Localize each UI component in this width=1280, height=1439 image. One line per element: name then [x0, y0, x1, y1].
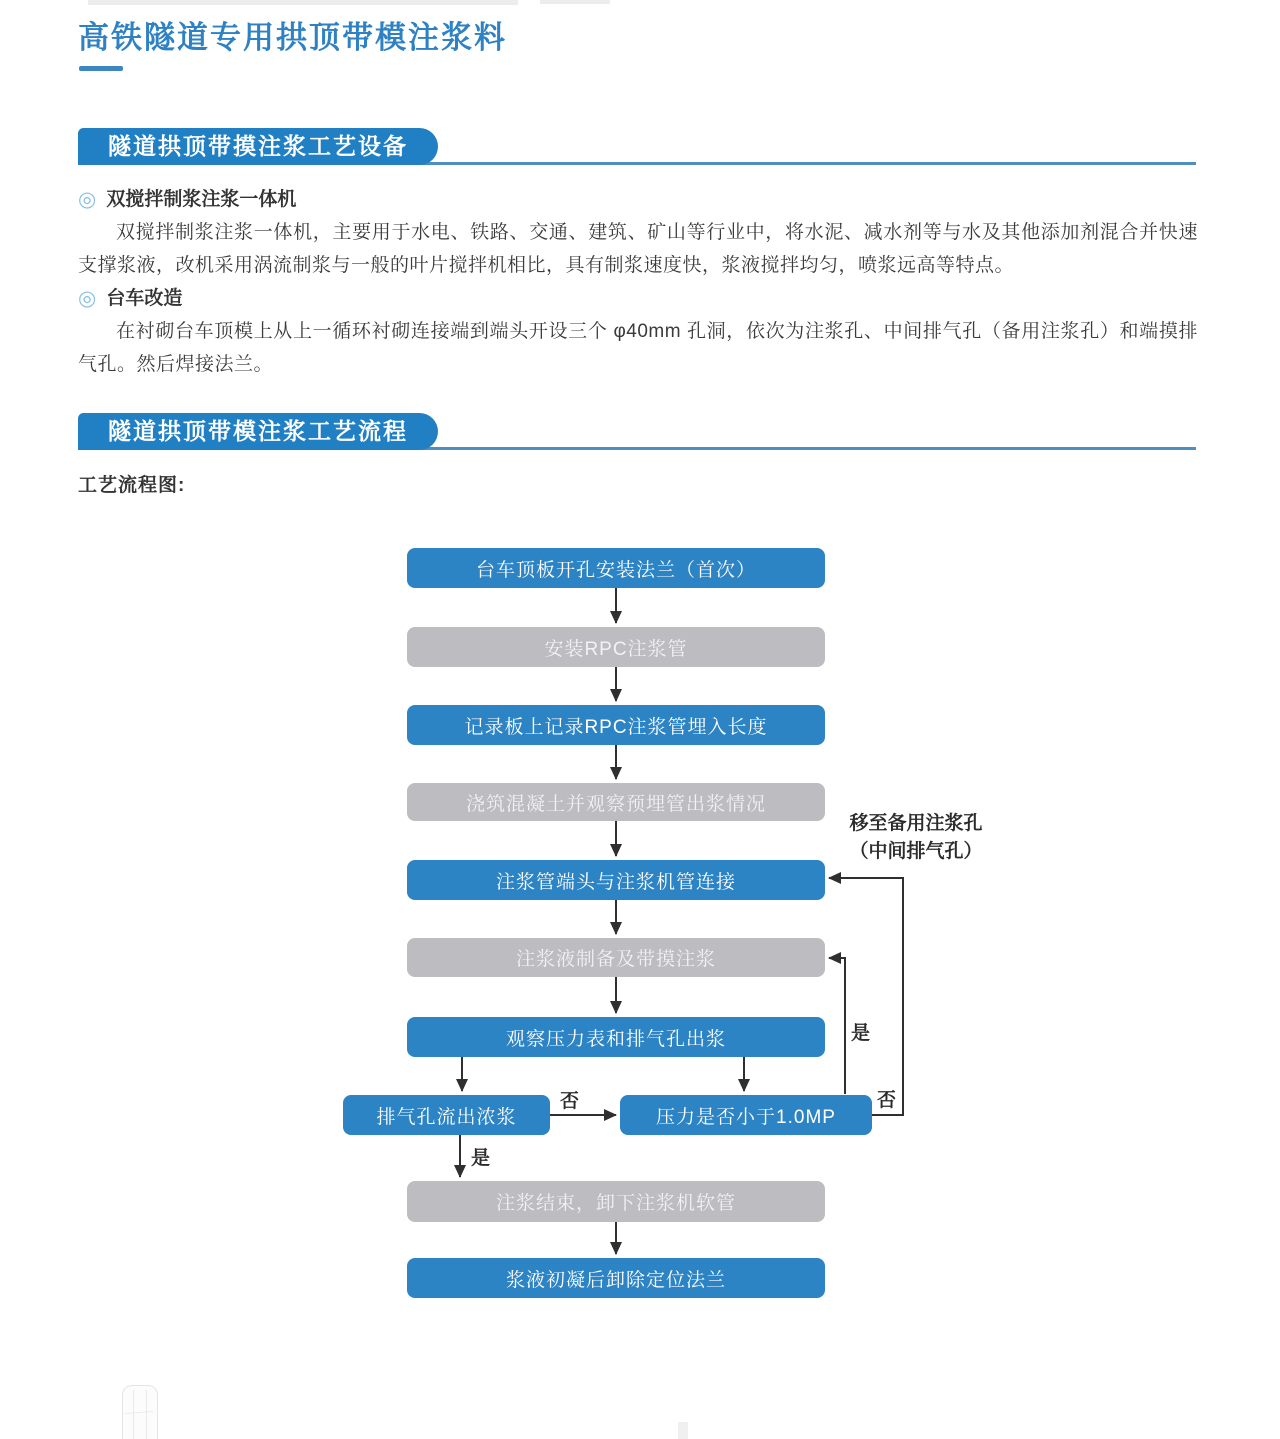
- edge-label-yes-to-end: 是: [471, 1148, 491, 1169]
- flowchart: [0, 540, 1280, 1339]
- flow-step-prepare-grout: 注浆液制备及带摸注浆: [407, 938, 825, 977]
- bullet-label: 双搅拌制浆注浆一体机: [106, 189, 297, 210]
- edge-label-no-to-pressure: 否: [560, 1091, 580, 1112]
- flow-step-end-grouting: 注浆结束，卸下注浆机软管: [407, 1181, 825, 1222]
- flow-annotation-backup-hole: [828, 810, 1004, 866]
- ring-bullet-icon: ◎: [78, 287, 97, 310]
- paragraph-trolley: 在衬砌台车顶模上从上一循环衬砌连接端到端头开设三个 φ40mm 孔洞，依次为注浆孔、中间排气孔（备用注浆孔）和端摸排气孔。然后焊接法兰。: [78, 321, 1198, 375]
- cutoff-content-sliver: [88, 0, 518, 5]
- flow-step-pour-concrete: 浇筑混凝土并观察预埋管出浆情况: [407, 783, 825, 821]
- edge-label-no-back: 否: [877, 1090, 897, 1111]
- flow-step-thick-grout-check: 排气孔流出浓浆: [343, 1095, 550, 1135]
- title-underline: [79, 66, 123, 71]
- flow-step-install-flange: 台车顶板开孔安装法兰（首次）: [407, 548, 825, 588]
- flow-annotation-line2: （中间排气孔）: [849, 841, 983, 862]
- bullet-item-mixer: [78, 183, 1198, 216]
- flow-step-connect-pipe: 注浆管端头与注浆机管连接: [407, 860, 825, 900]
- watermark-building-sketch: [122, 1385, 158, 1439]
- flow-step-pressure-check: 压力是否小于1.0MP: [620, 1095, 872, 1135]
- section-header-equipment: 隧道拱顶带摸注浆工艺设备: [78, 128, 438, 165]
- ring-bullet-icon: ◎: [78, 188, 97, 211]
- paragraph-mixer: 双搅拌制浆注浆一体机，主要用于水电、铁路、交通、建筑、矿山等行业中，将水泥、减水剂等与水及其他添加剂混合并快速支撑浆液，改机采用涡流制浆与一般的叶片搅拌机相比，具有制浆速度快，浆液搅拌均匀，喷浆远高等特点。: [78, 222, 1198, 276]
- flow-step-record-length: 记录板上记录RPC注浆管埋入长度: [407, 705, 825, 745]
- flow-step-observe-pressure: 观察压力表和排气孔出浆: [407, 1017, 825, 1057]
- page-title: 高铁隧道专用拱顶带模注浆料: [78, 20, 507, 55]
- watermark-fragment: [678, 1422, 688, 1439]
- cutoff-content-sliver: [540, 0, 610, 4]
- flow-step-install-rpc-pipe: 安装RPC注浆管: [407, 627, 825, 667]
- bullet-label: 台车改造: [106, 288, 183, 309]
- flow-step-remove-flange: 浆液初凝后卸除定位法兰: [407, 1258, 825, 1298]
- flowchart-caption: 工艺流程图:: [78, 475, 186, 496]
- equipment-section-body: [78, 183, 1198, 381]
- bullet-item-trolley: [78, 282, 1198, 315]
- section-header-process: 隧道拱顶带模注浆工艺流程: [78, 413, 438, 450]
- edge-label-yes-back: 是: [851, 1023, 871, 1044]
- flow-annotation-line1: 移至备用注浆孔: [849, 813, 983, 834]
